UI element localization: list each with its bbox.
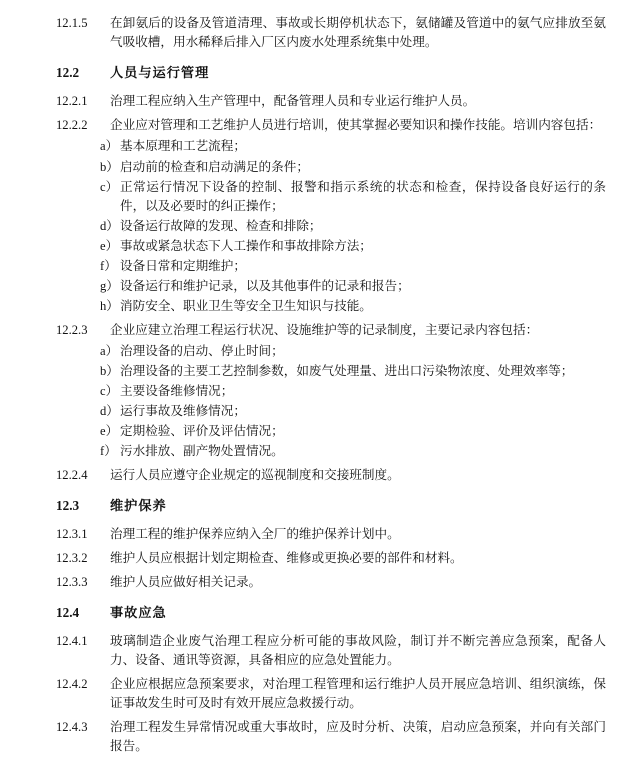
clause-number: 12.4.3 bbox=[56, 720, 88, 735]
clause-text: 治理工程发生异常情况或重大事故时，应及时分析、决策，启动应急预案，并向有关部门报告。 bbox=[110, 720, 606, 754]
section-number: 12.3 bbox=[56, 497, 80, 513]
section-heading bbox=[56, 63, 606, 83]
list-item-label: d） bbox=[100, 218, 119, 233]
clause-text: 治理工程的维护保养应纳入全厂的维护保养计划中。 bbox=[110, 526, 400, 541]
list-item-text: 设备运行故障的发现、检查和排除； bbox=[120, 218, 322, 233]
section-title: 人员与运行管理 bbox=[110, 65, 210, 81]
clause-paragraph bbox=[56, 718, 606, 756]
clause-paragraph bbox=[56, 525, 606, 544]
list-item bbox=[56, 342, 606, 361]
list-item bbox=[56, 137, 606, 156]
clause-paragraph bbox=[56, 549, 606, 568]
lettered-sublist bbox=[56, 342, 606, 462]
clause-number: 12.4.2 bbox=[56, 677, 88, 692]
section-heading bbox=[56, 603, 606, 623]
list-item-label: h） bbox=[100, 299, 119, 314]
list-item-text: 运行事故及维修情况； bbox=[120, 404, 246, 419]
section-title: 事故应急 bbox=[110, 604, 167, 620]
list-item-label: b） bbox=[100, 159, 119, 174]
list-item-text: 设备运行和维护记录，以及其他事件的记录和报告； bbox=[120, 279, 410, 294]
clause-text: 维护人员应做好相关记录。 bbox=[110, 574, 262, 589]
list-item bbox=[56, 178, 606, 216]
clause-number: 12.3.1 bbox=[56, 526, 88, 541]
list-item-label: e） bbox=[100, 424, 119, 439]
clause-text: 在卸氨后的设备及管道清理、事故或长期停机状态下，氨储罐及管道中的氨气应排放至氨气吸收槽，用水稀释后排入厂区内废水处理系统集中处理。 bbox=[110, 16, 606, 50]
list-item-label: c） bbox=[100, 384, 119, 399]
clause-number: 12.3.2 bbox=[56, 550, 88, 565]
clause-paragraph bbox=[56, 116, 606, 135]
list-item-text: 启动前的检查和启动满足的条件； bbox=[120, 159, 309, 174]
clause-paragraph bbox=[56, 675, 606, 713]
list-item-text: 主要设备维修情况； bbox=[120, 384, 234, 399]
list-item bbox=[56, 237, 606, 256]
list-item bbox=[56, 382, 606, 401]
list-item bbox=[56, 402, 606, 421]
list-item-label: b） bbox=[100, 363, 119, 378]
clause-text: 企业应建立治理工程运行状况、设施维护等的记录制度，主要记录内容包括： bbox=[110, 322, 539, 337]
list-item-text: 定期检验、评价及评估情况； bbox=[120, 424, 284, 439]
clause-number: 12.2.1 bbox=[56, 94, 88, 109]
clause-text: 治理工程应纳入生产管理中，配备管理人员和专业运行维护人员。 bbox=[110, 94, 476, 109]
list-item bbox=[56, 217, 606, 236]
list-item-text: 污水排放、副产物处置情况。 bbox=[120, 444, 284, 459]
section-number: 12.4 bbox=[56, 604, 80, 620]
clause-text: 企业应对管理和工艺维护人员进行培训，使其掌握必要知识和操作技能。培训内容包括： bbox=[110, 118, 602, 133]
list-item-text: 治理设备的主要工艺控制参数，如废气处理量、进出口污染物浓度、处理效率等； bbox=[120, 363, 574, 378]
list-item-label: a） bbox=[100, 139, 119, 154]
list-item-text: 基本原理和工艺流程； bbox=[120, 139, 246, 154]
clause-text: 运行人员应遵守企业规定的巡视制度和交接班制度。 bbox=[110, 467, 400, 482]
list-item-text: 正常运行情况下设备的控制、报警和指示系统的状态和检查，保持设备良好运行的条件，以及必要时的纠正操作； bbox=[120, 179, 606, 213]
section-title: 维护保养 bbox=[110, 497, 167, 513]
clause-number: 12.4.1 bbox=[56, 633, 88, 648]
list-item bbox=[56, 442, 606, 461]
list-item-label: c） bbox=[100, 179, 119, 194]
clause-number: 12.2.3 bbox=[56, 322, 88, 337]
lettered-sublist bbox=[56, 137, 606, 316]
clause-paragraph bbox=[56, 321, 606, 340]
clause-paragraph bbox=[56, 14, 606, 52]
clause-text: 维护人员应根据计划定期检查、维修或更换必要的部件和材料。 bbox=[110, 550, 463, 565]
list-item-label: f） bbox=[100, 444, 117, 459]
clause-paragraph bbox=[56, 466, 606, 485]
clause-text: 玻璃制造企业废气治理工程应分析可能的事故风险，制订并不断完善应急预案，配备人力、设备、通讯等资源，具备相应的应急处置能力。 bbox=[110, 633, 606, 667]
list-item-text: 事故或紧急状态下人工操作和事故排除方法； bbox=[120, 239, 372, 254]
list-item-label: f） bbox=[100, 259, 117, 274]
list-item-text: 治理设备的启动、停止时间； bbox=[120, 343, 284, 358]
clause-text: 企业应根据应急预案要求，对治理工程管理和运行维护人员开展应急培训、组织演练，保证事故发生时可及时有效开展应急救援行动。 bbox=[110, 677, 606, 711]
list-item bbox=[56, 277, 606, 296]
list-item bbox=[56, 362, 606, 381]
clause-number: 12.2.2 bbox=[56, 118, 88, 133]
clause-paragraph bbox=[56, 92, 606, 111]
clause-number: 12.3.3 bbox=[56, 574, 88, 589]
clause-number: 12.1.5 bbox=[56, 16, 88, 30]
list-item-text: 消防安全、职业卫生等安全卫生知识与技能。 bbox=[120, 299, 372, 314]
list-item bbox=[56, 158, 606, 177]
section-heading bbox=[56, 496, 606, 516]
list-item bbox=[56, 422, 606, 441]
list-item bbox=[56, 257, 606, 276]
clause-paragraph bbox=[56, 632, 606, 670]
list-item-label: d） bbox=[100, 404, 119, 419]
list-item bbox=[56, 297, 606, 316]
list-item-label: g） bbox=[100, 279, 119, 294]
clause-paragraph bbox=[56, 573, 606, 592]
list-item-label: e） bbox=[100, 239, 119, 254]
list-item-label: a） bbox=[100, 343, 119, 358]
list-item-text: 设备日常和定期维护； bbox=[120, 259, 246, 274]
section-number: 12.2 bbox=[56, 65, 80, 81]
clause-number: 12.2.4 bbox=[56, 467, 88, 482]
